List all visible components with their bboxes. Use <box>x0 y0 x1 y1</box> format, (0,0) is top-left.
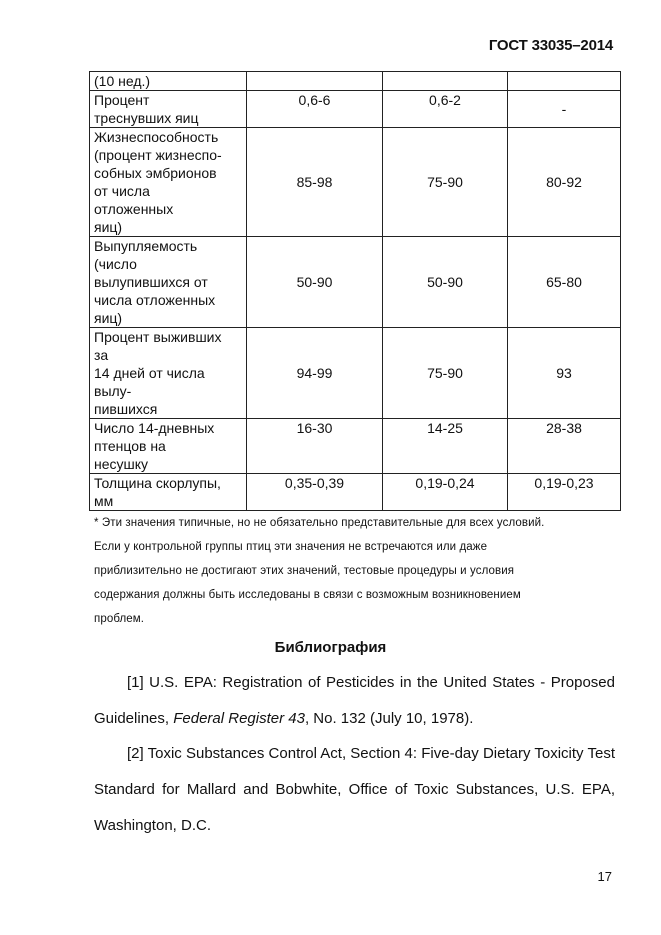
document-code: ГОСТ 33035–2014 <box>488 37 613 54</box>
cell-value: 16-30 <box>247 419 383 474</box>
table-row <box>90 237 621 328</box>
cell-value: 0,19-0,23 <box>508 474 621 511</box>
table-footnote: * Эти значения типичные, но не обязательно представительные для всех условий. Если у контрольной группы птиц эти значения не встречаются или даже приблизительно не достигают этих значений, тестовые процедуры и условия содержания должны быть исследованы в связи с возможным возникновением проблем. <box>94 517 545 625</box>
cell-value: 0,6-2 <box>383 91 508 128</box>
table-row <box>90 419 621 474</box>
row-label: Число 14-дневных птенцов на несушку <box>90 419 247 474</box>
table-row <box>90 474 621 511</box>
page-number: 17 <box>597 869 612 884</box>
bibliography-title: Библиография <box>274 639 387 656</box>
cell-value: 75-90 <box>383 328 508 419</box>
ref2-text: [2] Toxic Substances Control Act, Section 4: Five-day Dietary Toxicity Test Standard for Mallard and Bobwhite, Office of Toxic Substances, U.S. EPA, Washington, D.C. <box>94 745 615 834</box>
cell-value <box>383 72 508 91</box>
cell-value: 28-38 <box>508 419 621 474</box>
cell-value: 75-90 <box>383 128 508 237</box>
cell-value: 0,6-6 <box>247 91 383 128</box>
table-row <box>90 128 621 237</box>
row-label: Толщина скорлупы, мм <box>90 474 247 511</box>
ref1-tail: , No. 132 (July 10, 1978). <box>304 710 474 727</box>
cell-value: 0,35-0,39 <box>247 474 383 511</box>
row-label: Процент выживших за 14 дней от числа вылу- пившихся <box>90 328 247 419</box>
cell-value <box>247 72 383 91</box>
cell-value: 50-90 <box>383 237 508 328</box>
bibliography-entry-2 <box>94 736 615 844</box>
cell-value: 94-99 <box>247 328 383 419</box>
cell-value: 93 <box>508 328 621 419</box>
cell-value: 0,19-0,24 <box>383 474 508 511</box>
cell-value: 85-98 <box>247 128 383 237</box>
cell-value: - <box>508 91 621 128</box>
table-row <box>90 72 621 91</box>
cell-value: 50-90 <box>247 237 383 328</box>
cell-value: 65-80 <box>508 237 621 328</box>
ref1-text: [1] U.S. EPA: Registration of Pesticides in the United States - Proposed Guidelines, <box>94 674 615 727</box>
table-row <box>90 91 621 128</box>
row-label: Жизнеспособность (процент жизнеспо- собных эмбрионов от числа отложенных яиц) <box>90 128 247 237</box>
data-table <box>89 71 621 511</box>
cell-value <box>508 72 621 91</box>
cell-value: 80-92 <box>508 128 621 237</box>
table-row <box>90 328 621 419</box>
bibliography-entry-1 <box>94 665 615 737</box>
ref1-journal: Federal Register 43 <box>173 710 305 727</box>
row-label: Процент треснувших яиц <box>90 91 247 128</box>
row-label: (10 нед.) <box>90 72 247 91</box>
row-label: Выпупляемость (число вылупившихся от числа отложенных яиц) <box>90 237 247 328</box>
cell-value: 14-25 <box>383 419 508 474</box>
